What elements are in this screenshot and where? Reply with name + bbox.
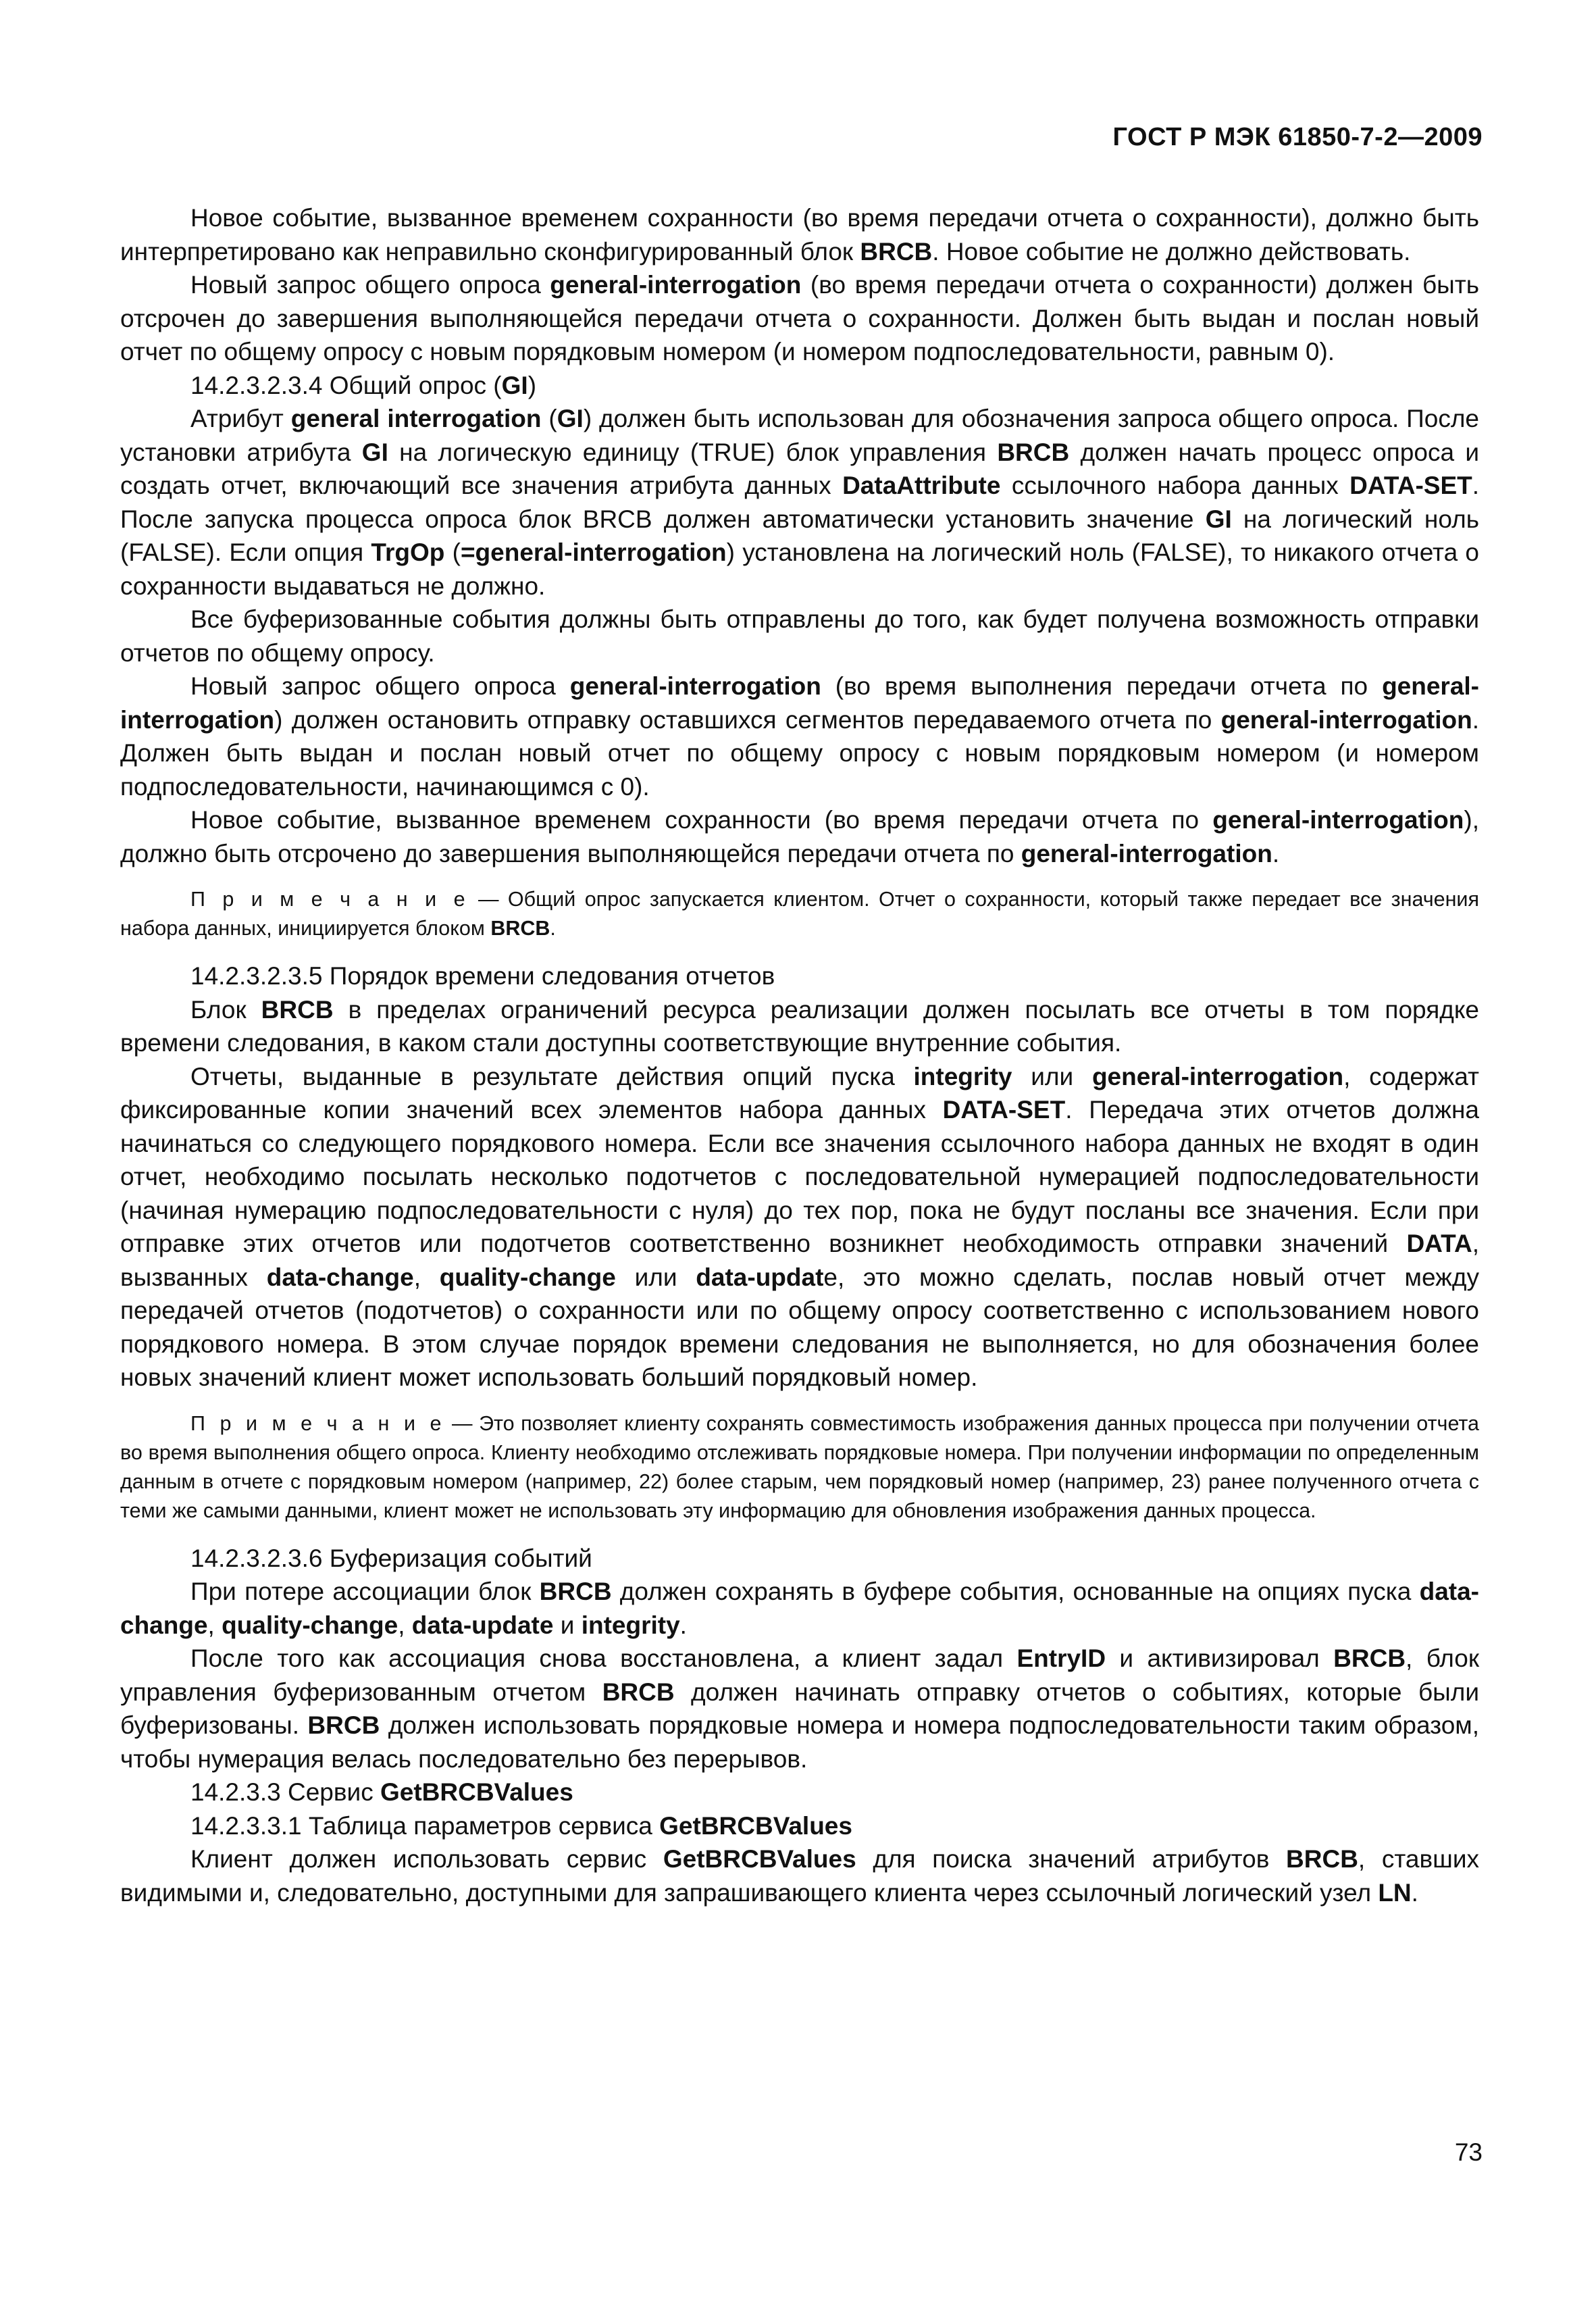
text-run: . <box>1272 839 1280 867</box>
section-heading <box>120 1542 1479 1576</box>
text-run: . Передача этих отчетов должна начинаться со следующего порядкового номера. Если все значения ссылочного набора данных не входят в один отчет, необходимо посылать несколько подотчетов с последовательной нумерацией подпоследовательности (начиная нумерацию подпоследовательности с нуля) до тех пор, пока не будут посланы все значения. Если при отправке этих отчетов или подотчетов соответственно возникнет необходимость отправки значений <box>120 1096 1480 1257</box>
text-run: 14.2.3.2.3.4 Общий опрос ( <box>190 371 502 399</box>
text-run: или <box>1012 1062 1092 1090</box>
text-run: , ставших видимыми и, следовательно, доступными для запрашивающего клиента через ссылочный логический узел <box>120 1845 1479 1907</box>
bold-term: TrgOp <box>371 538 445 566</box>
text-run: После того как ассоциация снова восстановлена, а клиент задал <box>190 1644 1017 1672</box>
section-heading <box>120 369 1479 403</box>
text-run: , вызванных <box>120 1230 1479 1291</box>
paragraph <box>120 1842 1479 1909</box>
bold-term: integrity <box>581 1611 680 1639</box>
text-run: на логическую единицу (TRUE) блок управления <box>388 438 998 466</box>
text-run: , блок управления буферизованным отчетом <box>120 1644 1479 1706</box>
paragraph <box>120 993 1479 1060</box>
bold-term: general-interrogation <box>1212 806 1464 834</box>
text-run: Новое событие, вызванное временем сохранности (во время передачи отчета о сохранности), должно быть интерпретировано как неправильно сконфигурированный блок <box>120 204 1479 266</box>
text-run: — Общий опрос запускается клиентом. Отчет о сохранности, который также передает все значения набора данных, инициируется блоком <box>120 888 1479 940</box>
bold-term: data-change <box>120 1578 1480 1639</box>
text-run: . <box>679 1611 687 1639</box>
text-run: (во время передачи отчета о сохранности) должен быть отсрочен до завершения выполняющейся передачи отчета о сохранности. Должен быть выдан и послан новый отчет по общему опросу с новым порядковым номером (и номером подпоследовательности, равным 0). <box>120 271 1479 366</box>
text-run: e, это можно сделать, послав новый отчет между передачей отчетов (подотчетов) о сохранности или по общему опросу соответственно с использованием нового порядкового номера. В этом случае порядок времени следования не выполняется, но для обозначения более новых значений клиент может использовать больший порядковый номер. <box>120 1263 1479 1391</box>
bold-term: GI <box>501 371 528 399</box>
page-number: 73 <box>1454 2138 1483 2166</box>
text-run: в пределах ограничений ресурса реализации должен посылать все отчеты в том порядке времени следования, в каком стали доступны соответствующие внутренние события. <box>120 995 1479 1057</box>
bold-term: quality-change <box>222 1611 398 1639</box>
note-label: П р и м е ч а н и е <box>190 1411 446 1435</box>
bold-term: BRCB <box>539 1578 612 1605</box>
paragraph <box>120 268 1479 369</box>
paragraph <box>120 1575 1479 1642</box>
bold-term: =general-interrogation <box>460 538 727 566</box>
bold-term: GI <box>557 405 584 432</box>
bold-term: BRCB <box>261 995 334 1024</box>
text-run: или <box>615 1263 696 1291</box>
bold-term: general-interrogation <box>1220 705 1472 734</box>
bold-term: BRCB <box>490 917 550 940</box>
text-run: ) <box>527 371 537 399</box>
text-run: ( <box>444 538 461 566</box>
paragraph <box>120 670 1479 803</box>
text-run: Новое событие, вызванное временем сохранности (во время передачи отчета по <box>190 806 1213 834</box>
section-heading <box>120 959 1479 993</box>
bold-term: GetBRCBValues <box>380 1778 573 1806</box>
text-run: При потере ассоциации блок <box>190 1578 540 1605</box>
text-run: Новый запрос общего опроса <box>190 672 570 700</box>
text-run: , <box>413 1263 440 1291</box>
bold-term: general-interrogation <box>550 271 802 299</box>
bold-term: BRCB <box>1286 1845 1358 1873</box>
text-run: ссылочного набора данных <box>1000 472 1350 499</box>
text-run: Атрибут <box>190 405 291 432</box>
text-run: . <box>1411 1878 1418 1907</box>
bold-term: BRCB <box>602 1678 675 1706</box>
bold-term: quality-change <box>439 1263 616 1291</box>
text-run: 14.2.3.2.3.5 Порядок времени следования отчетов <box>190 962 775 990</box>
text-run: для поиска значений атрибутов <box>856 1845 1287 1873</box>
bold-term: data-change <box>266 1263 414 1291</box>
text-run: должен начать процесс опроса и создать отчет, включающий все значения атрибута данных <box>120 438 1480 499</box>
bold-term: DATA <box>1406 1230 1472 1257</box>
text-run: Новый запрос общего опроса <box>190 271 550 299</box>
bold-term: GetBRCBValues <box>659 1811 852 1840</box>
bold-term: general interrogation <box>290 405 542 432</box>
text-run: — Это позволяет клиенту сохранять совместимость изображения данных процесса при получении отчета во время выполнения общего опроса. Клиенту необходимо отслеживать порядковые номера. При получении информации по определенным данным в отчете с порядковым номером (например, 22) более старым, чем порядковый номер (например, 23) ранее полученного отчета с теми же самыми данными, клиент может не использовать эту информацию для обновления изображения данных процесса. <box>120 1411 1479 1522</box>
bold-term: general-interrogation <box>1021 839 1272 867</box>
bold-term: data-updat <box>696 1263 824 1291</box>
bold-term: DATA-SET <box>942 1096 1066 1124</box>
bold-term: BRCB <box>997 438 1070 466</box>
bold-term: general-interrogation <box>1091 1062 1344 1090</box>
text-run: и <box>553 1611 582 1639</box>
standard-header: ГОСТ Р МЭК 61850-7-2—2009 <box>1112 123 1483 151</box>
paragraph <box>120 603 1479 670</box>
text-run: , содержат фиксированные копии значений всех элементов набора данных <box>120 1062 1479 1124</box>
bold-term: EntryID <box>1016 1644 1106 1672</box>
bold-term: GI <box>1205 505 1232 533</box>
bold-term: BRCB <box>860 237 933 266</box>
text-run: , <box>398 1611 412 1639</box>
bold-term: BRCB <box>307 1711 380 1739</box>
paragraph <box>120 1642 1479 1776</box>
bold-term: GI <box>361 438 388 466</box>
text-run: 14.2.3.2.3.6 Буферизация событий <box>190 1544 592 1572</box>
bold-term: general-interrogation <box>569 672 821 700</box>
bold-term: general-interrogation <box>120 672 1479 734</box>
bold-term: GetBRCBValues <box>663 1845 856 1873</box>
note-paragraph <box>120 885 1479 943</box>
text-run: Отчеты, выданные в результате действия опций пуска <box>190 1062 914 1090</box>
text-run: Блок <box>190 995 261 1024</box>
section-heading <box>120 1776 1479 1809</box>
text-run: должен сохранять в буфере события, основанные на опциях пуска <box>611 1578 1420 1605</box>
text-run: ( <box>541 405 557 432</box>
note-label: П р и м е ч а н и е <box>190 888 469 911</box>
text-run: Все буферизованные события должны быть отправлены до того, как будет получена возможность отправки отчетов по общему опросу. <box>120 605 1479 667</box>
text-run: Клиент должен использовать сервис <box>190 1845 663 1873</box>
paragraph <box>120 803 1479 870</box>
text-run: . <box>550 917 556 940</box>
text-run: ) установлена на логический ноль (FALSE), то никакого отчета о сохранности выдаваться не должно. <box>120 538 1479 600</box>
section-heading <box>120 1809 1479 1843</box>
bold-term: DATA-SET <box>1349 472 1472 499</box>
text-run: ) должен быть использован для обозначения запроса общего опроса. После установки атрибута <box>120 405 1479 466</box>
text-run: 14.2.3.3.1 Таблица параметров сервиса <box>190 1811 660 1840</box>
text-run: и активизировал <box>1106 1644 1334 1672</box>
note-paragraph <box>120 1409 1479 1526</box>
bold-term: integrity <box>913 1062 1012 1090</box>
bold-term: BRCB <box>1333 1644 1406 1672</box>
text-run: на логический ноль (FALSE). Если опция <box>120 505 1479 566</box>
text-run: должен использовать порядковые номера и номера подпоследовательности таким образом, чтобы нумерация велась последовательно без перерывов. <box>120 1711 1479 1773</box>
text-run: ), должно быть отсрочено до завершения выполняющейся передачи отчета по <box>120 806 1479 867</box>
text-run: , <box>207 1611 222 1639</box>
bold-term: DataAttribute <box>842 472 1001 499</box>
text-run: . После запуска процесса опроса блок BRCB должен автоматически установить значение <box>120 472 1480 533</box>
paragraph <box>120 402 1479 603</box>
paragraph <box>120 201 1479 268</box>
text-run: должен начинать отправку отчетов о событиях, которые были буферизованы. <box>120 1678 1479 1739</box>
text-run: 14.2.3.3 Сервис <box>190 1778 380 1806</box>
document-body <box>120 201 1479 1909</box>
bold-term: LN <box>1378 1878 1412 1907</box>
text-run: (во время выполнения передачи отчета по <box>821 672 1383 700</box>
text-run: ) должен остановить отправку оставшихся сегментов передаваемого отчета по <box>274 705 1221 734</box>
text-run: . Новое событие не должно действовать. <box>932 237 1411 266</box>
text-run: . Должен быть выдан и послан новый отчет по общему опросу с новым порядковым номером (и номером подпоследовательности, начинающимся с 0). <box>120 705 1479 801</box>
paragraph <box>120 1060 1479 1394</box>
bold-term: data-update <box>411 1611 554 1639</box>
